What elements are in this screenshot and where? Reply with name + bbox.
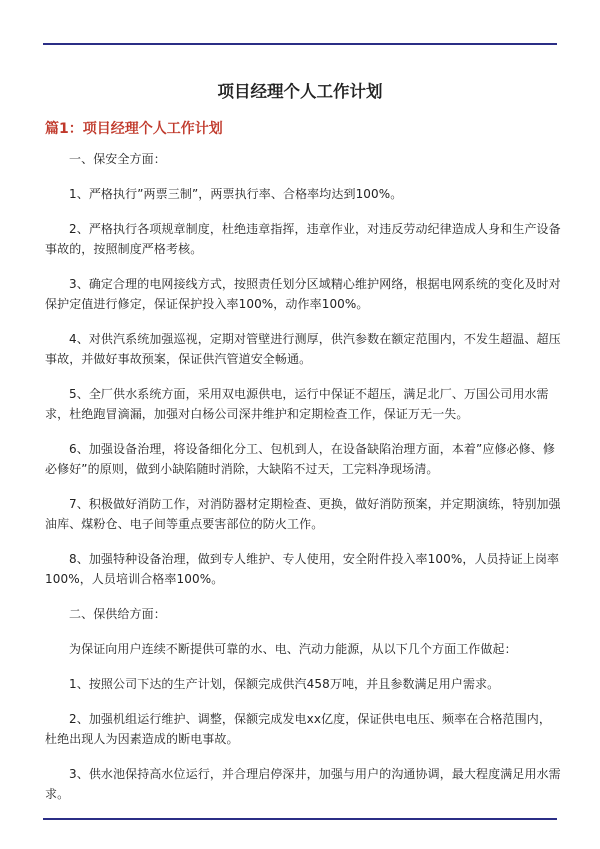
- paragraph: 6、加强设备治理，将设备细化分工、包机到人，在设备缺陷治理方面，本着”应修必修、修必修好”的原则，做到小缺陷随时消除，大缺陷不过天，工完料净现场清。: [45, 442, 555, 476]
- paragraph: 二、保供给方面：: [69, 607, 166, 621]
- top-rule: [43, 43, 557, 45]
- paragraph: 8、加强特种设备治理，做到专人维护、专人使用，安全附件投入率100%，人员持证上岗率100%，人员培训合格率100%。: [45, 552, 560, 586]
- page-title: 项目经理个人工作计划: [217, 82, 383, 101]
- paragraph: 1、严格执行”两票三制”，两票执行率、合格率均达到100%。: [69, 187, 403, 201]
- paragraph: 3、确定合理的电网接线方式，按照责任划分区域精心维护网络，根据电网系统的变化及时对保护定值进行修定，保证保护投入率100%，动作率100%。: [45, 277, 561, 311]
- bottom-rule: [43, 818, 557, 820]
- paragraph: 4、对供汽系统加强巡视，定期对管壁进行测厚，供汽参数在额定范围内，不发生超温、超压事故，并做好事故预案，保证供汽管道安全畅通。: [45, 332, 561, 366]
- document-body: [45, 149, 561, 819]
- paragraph: 2、加强机组运行维护、调整，保额完成发电xx亿度，保证供电电压、频率在合格范围内，杜绝出现人为因素造成的断电事故。: [45, 712, 551, 746]
- paragraph: 3、供水池保持高水位运行，并合理启停深井，加强与用户的沟通协调，最大程度满足用水需求。: [45, 767, 561, 801]
- section-title: 篇1：项目经理个人工作计划: [45, 121, 223, 137]
- paragraph: 5、全厂供水系统方面，采用双电源供电，运行中保证不超压，满足北厂、万国公司用水需求，杜绝跑冒滴漏，加强对白杨公司深井维护和定期检查工作，保证万无一失。: [45, 387, 549, 421]
- paragraph: 一、保安全方面：: [69, 152, 166, 166]
- paragraph: 2、严格执行各项规章制度，杜绝违章指挥，违章作业，对违反劳动纪律造成人身和生产设备事故的，按照制度严格考核。: [45, 222, 561, 256]
- paragraph: 7、积极做好消防工作，对消防器材定期检查、更换，做好消防预案，并定期演练，特别加强油库、煤粉仓、电子间等重点要害部位的防火工作。: [45, 497, 561, 531]
- paragraph: 为保证向用户连续不断提供可靠的水、电、汽动力能源，从以下几个方面工作做起：: [69, 642, 517, 656]
- paragraph: 1、按照公司下达的生产计划，保额完成供汽458万吨，并且参数满足用户需求。: [69, 677, 500, 691]
